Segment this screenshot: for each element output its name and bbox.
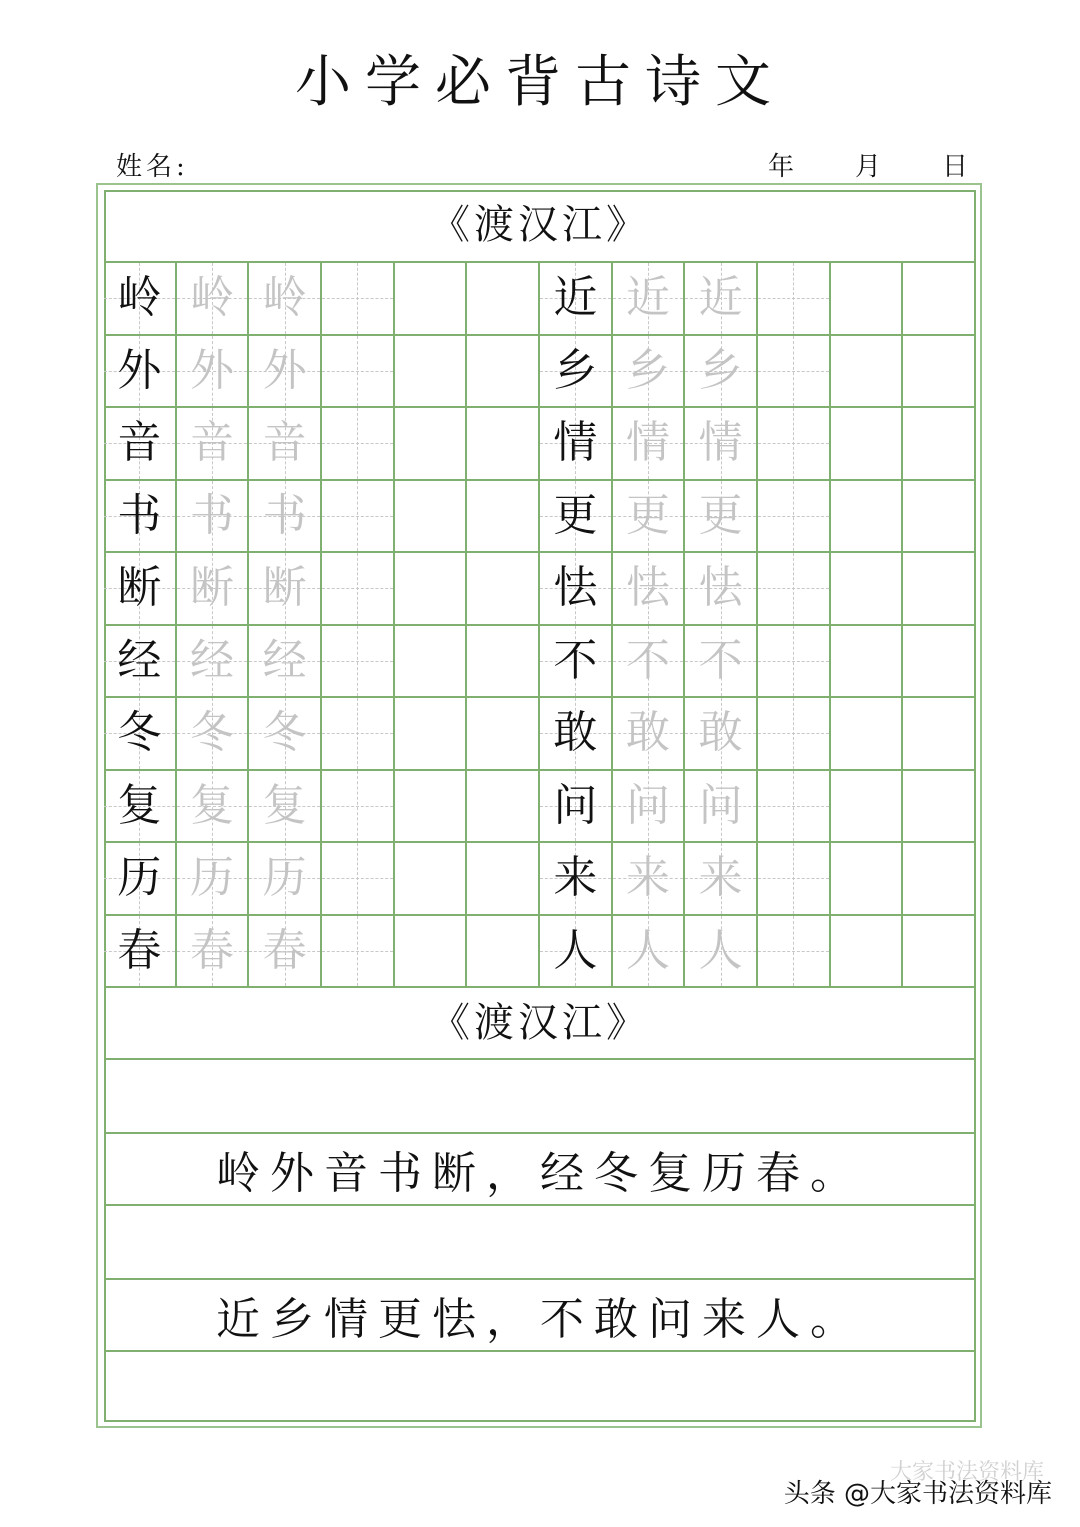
blank-practice-cell[interactable] bbox=[758, 481, 831, 554]
trace-character: 情 bbox=[698, 417, 743, 469]
blank-practice-cell[interactable] bbox=[831, 771, 904, 844]
trace-character: 不 bbox=[698, 634, 743, 686]
blank-practice-cell[interactable] bbox=[395, 336, 468, 409]
blank-practice-cell[interactable] bbox=[395, 698, 468, 771]
trace-character-cell[interactable] bbox=[177, 408, 250, 481]
trace-character-cell[interactable] bbox=[685, 626, 758, 699]
blank-practice-cell[interactable] bbox=[831, 916, 904, 989]
trace-character-cell[interactable] bbox=[249, 771, 322, 844]
trace-character: 怯 bbox=[625, 562, 670, 614]
trace-character-cell[interactable] bbox=[249, 698, 322, 771]
trace-character: 音 bbox=[262, 417, 307, 469]
trace-character: 复 bbox=[189, 779, 234, 831]
model-character: 书 bbox=[117, 489, 162, 541]
blank-practice-cell[interactable] bbox=[395, 916, 468, 989]
blank-practice-cell[interactable] bbox=[395, 626, 468, 699]
recital-title-band bbox=[104, 988, 976, 1060]
trace-character: 岭 bbox=[189, 272, 234, 324]
poem-line-2-text: 近乡情更怯，不敢问来人。 bbox=[216, 1294, 864, 1345]
date-fields bbox=[768, 146, 968, 183]
trace-character: 断 bbox=[189, 562, 234, 614]
trace-character: 更 bbox=[625, 489, 670, 541]
model-character: 怯 bbox=[553, 562, 598, 614]
blank-writing-line[interactable] bbox=[104, 1060, 976, 1134]
model-character: 春 bbox=[117, 924, 162, 976]
trace-character: 书 bbox=[189, 489, 234, 541]
blank-practice-cell[interactable] bbox=[395, 843, 468, 916]
trace-character: 春 bbox=[189, 924, 234, 976]
blank-practice-cell[interactable] bbox=[903, 698, 976, 771]
trace-character-cell[interactable] bbox=[685, 263, 758, 336]
trace-character-cell[interactable] bbox=[249, 336, 322, 409]
trace-character: 人 bbox=[625, 924, 670, 976]
blank-practice-cell[interactable] bbox=[831, 843, 904, 916]
trace-character: 外 bbox=[189, 344, 234, 396]
page-title: 小学必背古诗文 bbox=[295, 50, 785, 115]
trace-character-cell[interactable] bbox=[249, 481, 322, 554]
model-character-cell bbox=[104, 263, 177, 336]
poem-line-1-text: 岭外音书断，经冬复历春。 bbox=[216, 1148, 864, 1199]
trace-character: 怯 bbox=[698, 562, 743, 614]
blank-practice-cell[interactable] bbox=[831, 336, 904, 409]
blank-practice-cell[interactable] bbox=[831, 626, 904, 699]
blank-practice-cell[interactable] bbox=[322, 843, 395, 916]
blank-practice-cell[interactable] bbox=[322, 481, 395, 554]
trace-character: 音 bbox=[189, 417, 234, 469]
blank-practice-cell[interactable] bbox=[467, 481, 540, 554]
blank-practice-cell[interactable] bbox=[758, 626, 831, 699]
blank-practice-cell[interactable] bbox=[831, 698, 904, 771]
blank-practice-cell[interactable] bbox=[903, 916, 976, 989]
blank-practice-cell[interactable] bbox=[322, 336, 395, 409]
trace-character: 来 bbox=[698, 852, 743, 904]
blank-practice-cell[interactable] bbox=[831, 408, 904, 481]
blank-practice-cell[interactable] bbox=[903, 408, 976, 481]
trace-character-cell[interactable] bbox=[177, 481, 250, 554]
poem-line-1 bbox=[104, 1134, 976, 1206]
trace-character: 敢 bbox=[625, 707, 670, 759]
model-character: 历 bbox=[117, 852, 162, 904]
blank-practice-cell[interactable] bbox=[758, 771, 831, 844]
blank-practice-cell[interactable] bbox=[467, 698, 540, 771]
model-character-cell bbox=[540, 263, 613, 336]
trace-character-cell[interactable] bbox=[613, 263, 686, 336]
trace-character-cell[interactable] bbox=[177, 336, 250, 409]
day-label: 日 bbox=[941, 152, 968, 182]
trace-character-cell[interactable] bbox=[685, 698, 758, 771]
trace-character-cell[interactable] bbox=[177, 263, 250, 336]
trace-character: 冬 bbox=[189, 707, 234, 759]
trace-character: 人 bbox=[698, 924, 743, 976]
year-label: 年 bbox=[768, 152, 795, 182]
trace-character-cell[interactable] bbox=[177, 626, 250, 699]
model-character-cell bbox=[104, 408, 177, 481]
practice-title-band bbox=[104, 190, 976, 263]
blank-practice-cell[interactable] bbox=[467, 408, 540, 481]
blank-practice-cell[interactable] bbox=[903, 843, 976, 916]
trace-character: 历 bbox=[262, 852, 307, 904]
blank-practice-cell[interactable] bbox=[395, 771, 468, 844]
trace-character-cell[interactable] bbox=[249, 263, 322, 336]
model-character: 近 bbox=[553, 272, 598, 324]
month-label: 月 bbox=[854, 152, 881, 182]
trace-character-cell[interactable] bbox=[613, 626, 686, 699]
blank-practice-cell[interactable] bbox=[903, 336, 976, 409]
trace-character: 近 bbox=[625, 272, 670, 324]
trace-character-cell[interactable] bbox=[685, 843, 758, 916]
model-character: 情 bbox=[553, 417, 598, 469]
blank-practice-cell[interactable] bbox=[467, 336, 540, 409]
model-character-cell bbox=[104, 553, 177, 626]
trace-character: 历 bbox=[189, 852, 234, 904]
model-character-cell bbox=[540, 843, 613, 916]
blank-practice-cell[interactable] bbox=[322, 771, 395, 844]
model-character-cell bbox=[104, 481, 177, 554]
trace-character-cell[interactable] bbox=[685, 408, 758, 481]
model-character-cell bbox=[540, 771, 613, 844]
model-character-cell bbox=[104, 336, 177, 409]
trace-character-cell[interactable] bbox=[613, 771, 686, 844]
trace-character: 问 bbox=[625, 779, 670, 831]
watermark: 头条 @大家书法资料库 bbox=[783, 1479, 1052, 1509]
trace-character-cell[interactable] bbox=[613, 916, 686, 989]
trace-character: 近 bbox=[698, 272, 743, 324]
practice-poem-title: 《渡汉江》 bbox=[430, 202, 650, 248]
model-character-cell bbox=[540, 553, 613, 626]
model-character: 更 bbox=[553, 489, 598, 541]
trace-character: 春 bbox=[262, 924, 307, 976]
model-character-cell bbox=[540, 698, 613, 771]
trace-character: 经 bbox=[262, 634, 307, 686]
model-character: 冬 bbox=[117, 707, 162, 759]
trace-character: 复 bbox=[262, 779, 307, 831]
blank-practice-cell[interactable] bbox=[322, 698, 395, 771]
practice-grid bbox=[104, 263, 976, 988]
blank-writing-line[interactable] bbox=[104, 1206, 976, 1280]
model-character: 不 bbox=[553, 634, 598, 686]
model-character: 人 bbox=[553, 924, 598, 976]
trace-character-cell[interactable] bbox=[177, 553, 250, 626]
model-character: 经 bbox=[117, 634, 162, 686]
blank-practice-cell[interactable] bbox=[758, 916, 831, 989]
blank-practice-cell[interactable] bbox=[758, 843, 831, 916]
trace-character-cell[interactable] bbox=[249, 916, 322, 989]
blank-practice-cell[interactable] bbox=[395, 481, 468, 554]
trace-character-cell[interactable] bbox=[613, 553, 686, 626]
blank-writing-line[interactable] bbox=[104, 1352, 976, 1422]
blank-practice-cell[interactable] bbox=[467, 771, 540, 844]
blank-practice-cell[interactable] bbox=[322, 408, 395, 481]
blank-practice-cell[interactable] bbox=[467, 263, 540, 336]
watermark-ghost: 大家书法资料库 bbox=[889, 1460, 1044, 1485]
blank-practice-cell[interactable] bbox=[758, 408, 831, 481]
blank-practice-cell[interactable] bbox=[758, 336, 831, 409]
trace-character-cell[interactable] bbox=[613, 698, 686, 771]
blank-practice-cell[interactable] bbox=[467, 553, 540, 626]
blank-practice-cell[interactable] bbox=[395, 553, 468, 626]
trace-character-cell[interactable] bbox=[249, 408, 322, 481]
trace-character-cell[interactable] bbox=[177, 698, 250, 771]
model-character: 音 bbox=[117, 417, 162, 469]
blank-practice-cell[interactable] bbox=[903, 481, 976, 554]
blank-practice-cell[interactable] bbox=[322, 553, 395, 626]
blank-practice-cell[interactable] bbox=[758, 553, 831, 626]
trace-character-cell[interactable] bbox=[613, 336, 686, 409]
blank-practice-cell[interactable] bbox=[758, 263, 831, 336]
blank-practice-cell[interactable] bbox=[467, 916, 540, 989]
blank-practice-cell[interactable] bbox=[903, 626, 976, 699]
model-character-cell bbox=[540, 626, 613, 699]
trace-character: 情 bbox=[625, 417, 670, 469]
trace-character-cell[interactable] bbox=[685, 481, 758, 554]
trace-character-cell[interactable] bbox=[685, 336, 758, 409]
blank-practice-cell[interactable] bbox=[395, 408, 468, 481]
model-character-cell bbox=[104, 843, 177, 916]
blank-practice-cell[interactable] bbox=[831, 553, 904, 626]
trace-character-cell[interactable] bbox=[613, 408, 686, 481]
trace-character-cell[interactable] bbox=[177, 771, 250, 844]
blank-practice-cell[interactable] bbox=[395, 263, 468, 336]
model-character: 岭 bbox=[117, 272, 162, 324]
model-character-cell bbox=[540, 916, 613, 989]
blank-practice-cell[interactable] bbox=[322, 626, 395, 699]
model-character-cell bbox=[104, 916, 177, 989]
model-character: 外 bbox=[117, 344, 162, 396]
blank-practice-cell[interactable] bbox=[903, 771, 976, 844]
blank-practice-cell[interactable] bbox=[467, 626, 540, 699]
trace-character: 书 bbox=[262, 489, 307, 541]
trace-character: 乡 bbox=[698, 344, 743, 396]
model-character-cell bbox=[104, 771, 177, 844]
model-character: 敢 bbox=[553, 707, 598, 759]
recital-poem-title: 《渡汉江》 bbox=[430, 1000, 650, 1046]
model-character-cell bbox=[540, 481, 613, 554]
model-character-cell bbox=[540, 408, 613, 481]
trace-character-cell[interactable] bbox=[249, 626, 322, 699]
trace-character: 外 bbox=[262, 344, 307, 396]
trace-character-cell[interactable] bbox=[685, 916, 758, 989]
trace-character-cell[interactable] bbox=[249, 553, 322, 626]
model-character: 来 bbox=[553, 852, 598, 904]
poem-line-2 bbox=[104, 1280, 976, 1352]
trace-character-cell[interactable] bbox=[613, 481, 686, 554]
blank-practice-cell[interactable] bbox=[322, 263, 395, 336]
name-label: 姓名: bbox=[116, 152, 189, 182]
blank-practice-cell[interactable] bbox=[758, 698, 831, 771]
trace-character-cell[interactable] bbox=[685, 553, 758, 626]
trace-character: 冬 bbox=[262, 707, 307, 759]
trace-character: 更 bbox=[698, 489, 743, 541]
trace-character-cell[interactable] bbox=[249, 843, 322, 916]
trace-character: 不 bbox=[625, 634, 670, 686]
trace-character: 经 bbox=[189, 634, 234, 686]
trace-character: 岭 bbox=[262, 272, 307, 324]
blank-practice-cell[interactable] bbox=[903, 263, 976, 336]
model-character: 复 bbox=[117, 779, 162, 831]
trace-character-cell[interactable] bbox=[177, 916, 250, 989]
trace-character-cell[interactable] bbox=[177, 843, 250, 916]
trace-character: 敢 bbox=[698, 707, 743, 759]
trace-character-cell[interactable] bbox=[613, 843, 686, 916]
blank-practice-cell[interactable] bbox=[831, 481, 904, 554]
model-character: 问 bbox=[553, 779, 598, 831]
model-character: 乡 bbox=[553, 344, 598, 396]
model-character-cell bbox=[540, 336, 613, 409]
model-character-cell bbox=[104, 626, 177, 699]
blank-practice-cell[interactable] bbox=[322, 916, 395, 989]
blank-practice-cell[interactable] bbox=[467, 843, 540, 916]
trace-character: 问 bbox=[698, 779, 743, 831]
model-character-cell bbox=[104, 698, 177, 771]
trace-character-cell[interactable] bbox=[685, 771, 758, 844]
blank-practice-cell[interactable] bbox=[831, 263, 904, 336]
trace-character: 乡 bbox=[625, 344, 670, 396]
model-character: 断 bbox=[117, 562, 162, 614]
trace-character: 断 bbox=[262, 562, 307, 614]
trace-character: 来 bbox=[625, 852, 670, 904]
blank-practice-cell[interactable] bbox=[903, 553, 976, 626]
